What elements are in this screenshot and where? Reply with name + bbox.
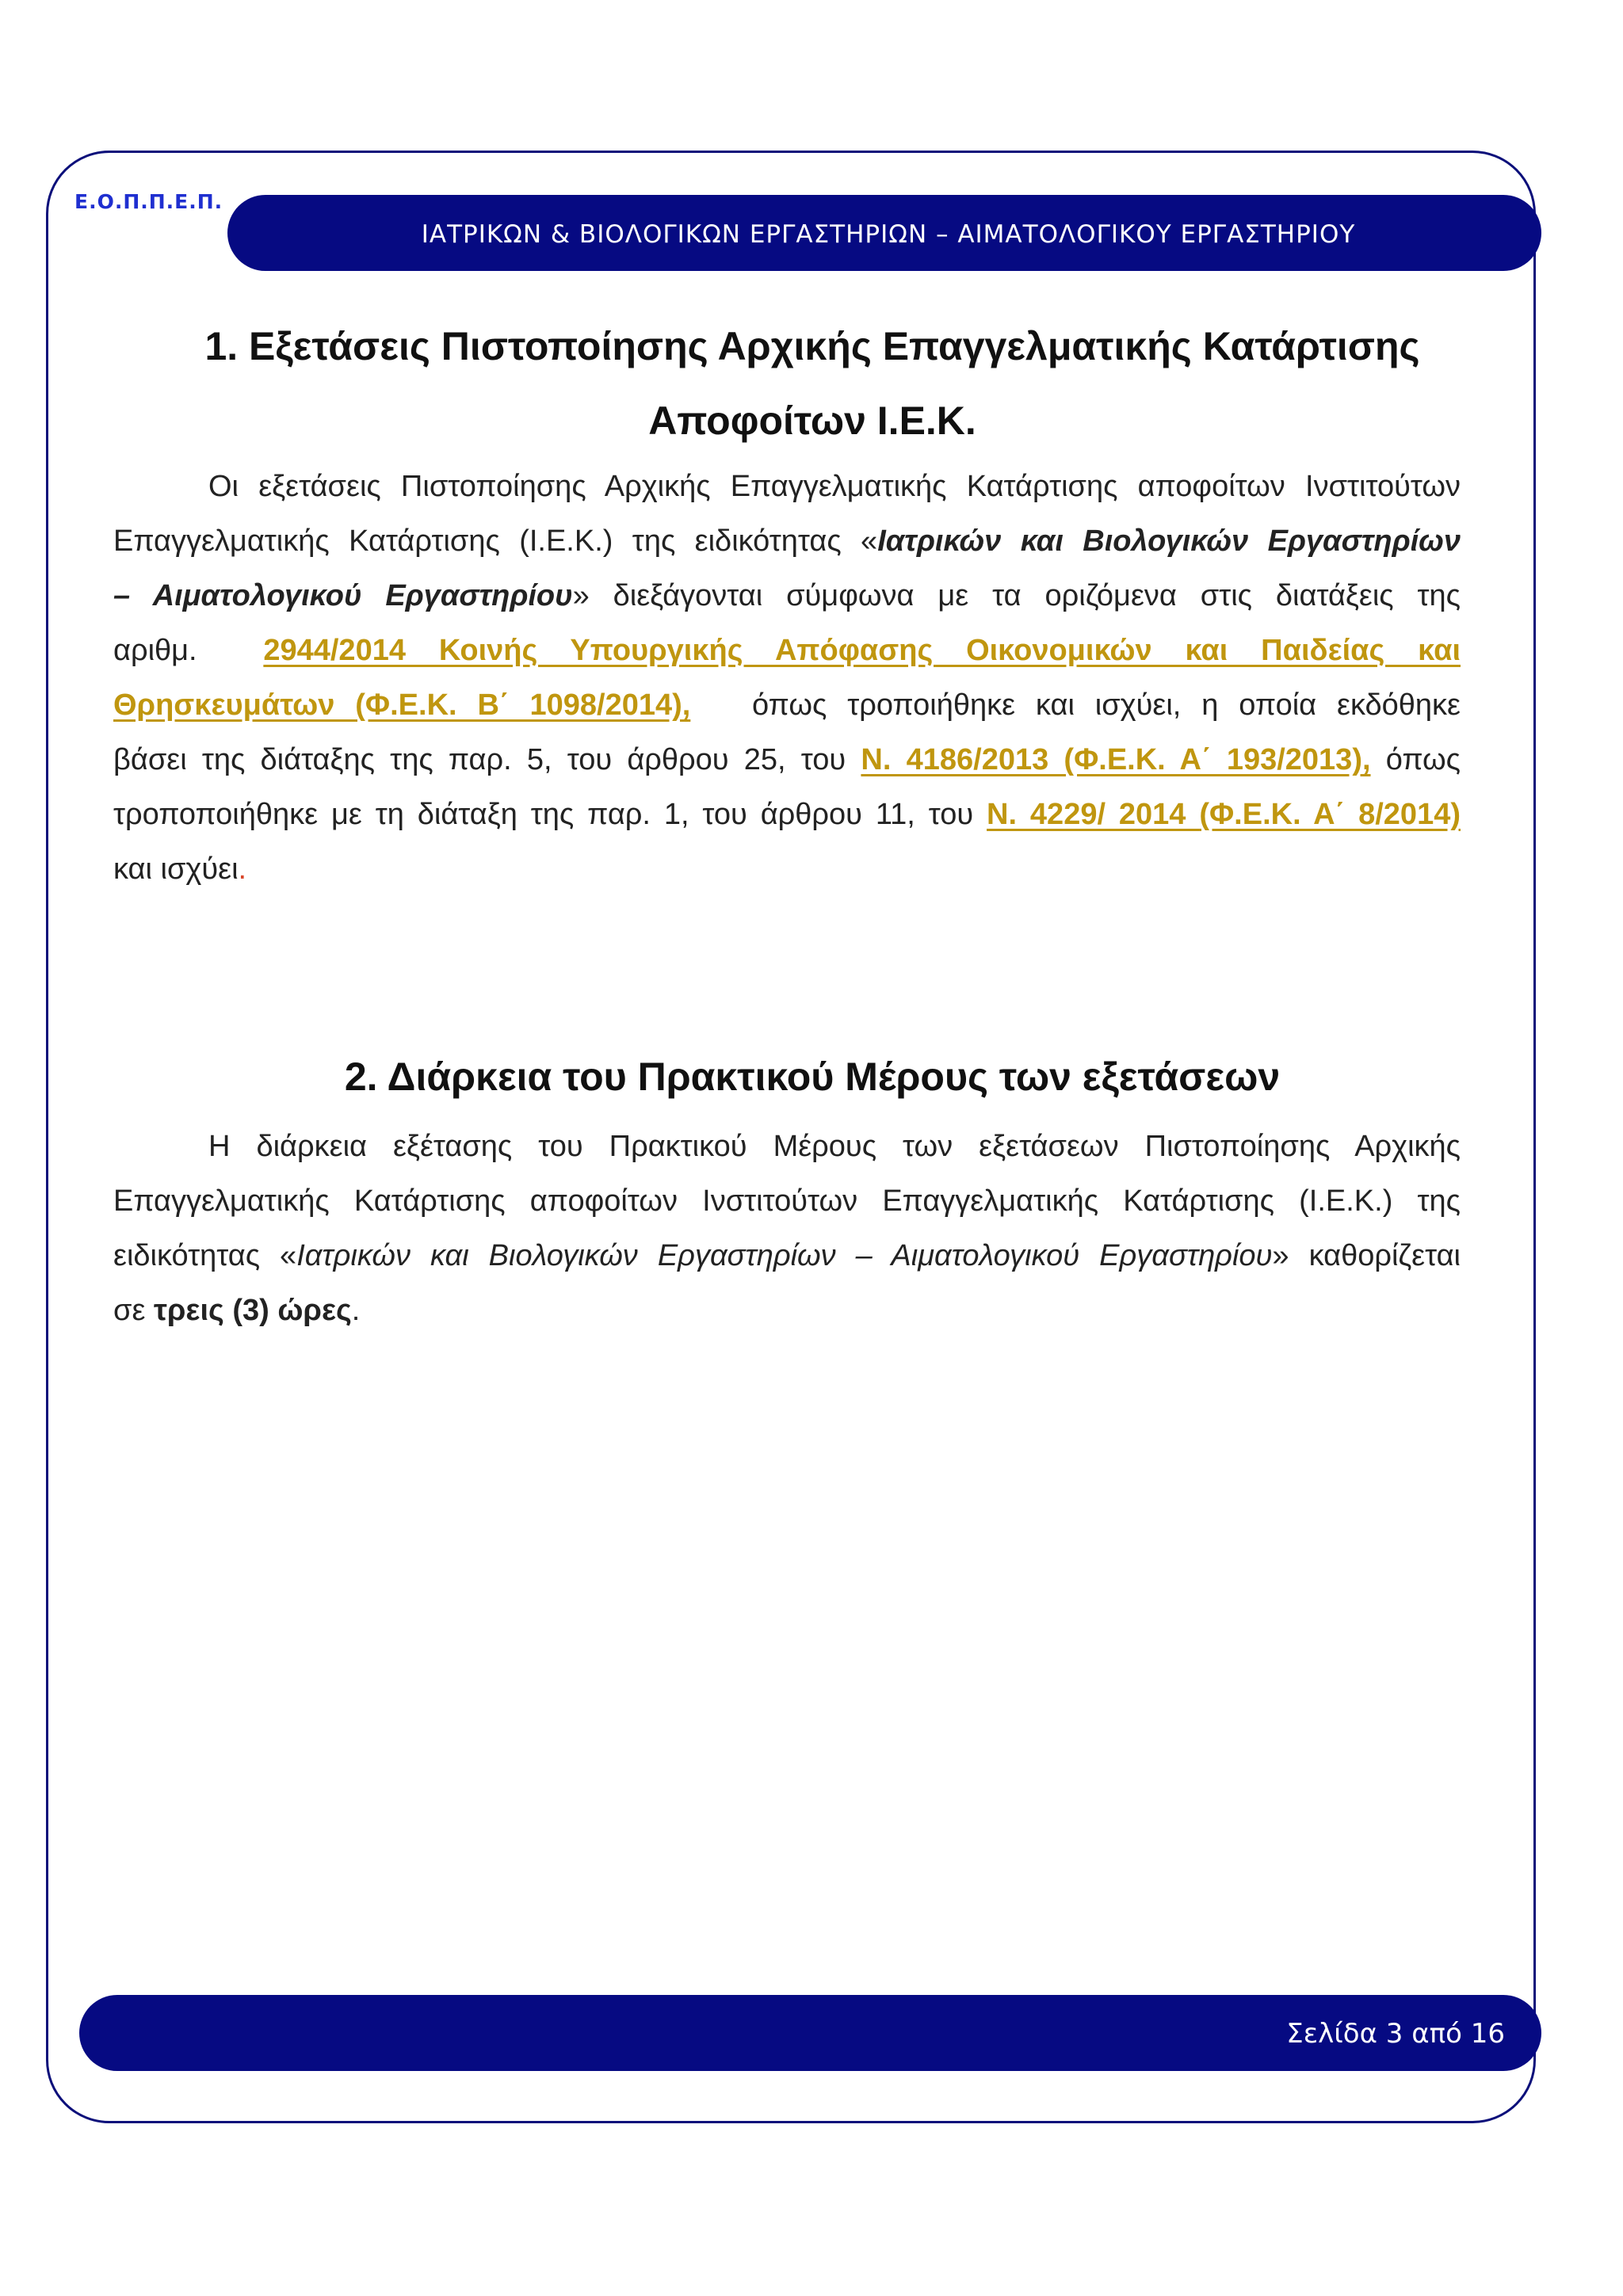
s1-line-4: αριθμ. 2944/2014 Κοινής Υπουργικής Απόφασης Οικονομικών και Παιδείας και: [113, 634, 1461, 667]
s1-line-6: βάσει της διάταξης της παρ. 5, του άρθρου 25, του Ν. 4186/2013 (Φ.Ε.Κ. Α΄ 193/2013), όπως: [113, 743, 1461, 776]
link-fek-b-1098-2014[interactable]: Θρησκευμάτων (Φ.Ε.Κ. Β΄ 1098/2014),: [113, 688, 691, 722]
s1-line-3: – Αιματολογικού Εργαστηρίου» διεξάγονται σύμφωνα με τα οριζόμενα στις διατάξεις της: [113, 579, 1461, 612]
header-title: ΙΑΤΡΙΚΩΝ & ΒΙΟΛΟΓΙΚΩΝ ΕΡΓΑΣΤΗΡΙΩΝ – ΑΙΜΑΤΟΛΟΓΙΚΟΥ ΕΡΓΑΣΤΗΡΙΟΥ: [421, 220, 1356, 249]
s2-line-4: σε τρεις (3) ώρες.: [113, 1294, 361, 1327]
footer-banner: [79, 1995, 1541, 2071]
page-number: Σελίδα 3 από 16: [1286, 2018, 1505, 2050]
s1-line-7: τροποποιήθηκε με τη διάταξη της παρ. 1, του άρθρου 11, του Ν. 4229/ 2014 (Φ.Ε.Κ. Α΄ 8/2014): [113, 798, 1461, 831]
link-kya-2944-2014[interactable]: 2944/2014 Κοινής Υπουργικής Απόφασης Οικονομικών και Παιδείας και: [263, 634, 1461, 667]
s1-line-5: Θρησκευμάτων (Φ.Ε.Κ. Β΄ 1098/2014), όπως τροποιήθηκε και ισχύει, η οποία εκδόθηκε: [113, 688, 1461, 722]
link-n-4186-2013[interactable]: Ν. 4186/2013 (Φ.Ε.Κ. Α΄ 193/2013),: [861, 743, 1371, 776]
section2-heading: 2. Διάρκεια του Πρακτικού Μέρους των εξετάσεων: [344, 1055, 1281, 1099]
organization-label: Ε.Ο.Π.Π.Ε.Π.: [74, 190, 223, 213]
s1-line-1: Οι εξετάσεις Πιστοποίησης Αρχικής Επαγγελματικής Κατάρτισης αποφοίτων Ινστιτούτων: [208, 470, 1461, 503]
s2-line-2: Επαγγελματικής Κατάρτισης αποφοίτων Ινστιτούτων Επαγγελματικής Κατάρτισης (Ι.Ε.Κ.) της: [113, 1184, 1461, 1218]
s1-line-8: και ισχύει.: [113, 852, 247, 886]
section1-heading-line2: Αποφοίτων Ι.Ε.Κ.: [648, 399, 976, 443]
header-banner: [227, 195, 1541, 271]
s1-line-2: Επαγγελματικής Κατάρτισης (Ι.Ε.Κ.) της ειδικότητας «Ιατρικών και Βιολογικών Εργαστηρίων: [113, 524, 1461, 558]
link-n-4229-2014[interactable]: Ν. 4229/ 2014 (Φ.Ε.Κ. Α΄ 8/2014): [987, 798, 1461, 831]
s2-line-3: ειδικότητας «Ιατρικών και Βιολογικών Εργαστηρίων – Αιματολογικού Εργαστηρίου» καθορίζεται: [113, 1239, 1461, 1272]
s2-line-1: Η διάρκεια εξέτασης του Πρακτικού Μέρους των εξετάσεων Πιστοποίησης Αρχικής: [208, 1130, 1461, 1163]
section1-heading-line1: 1. Εξετάσεις Πιστοποίησης Αρχικής Επαγγελματικής Κατάρτισης: [204, 324, 1420, 368]
